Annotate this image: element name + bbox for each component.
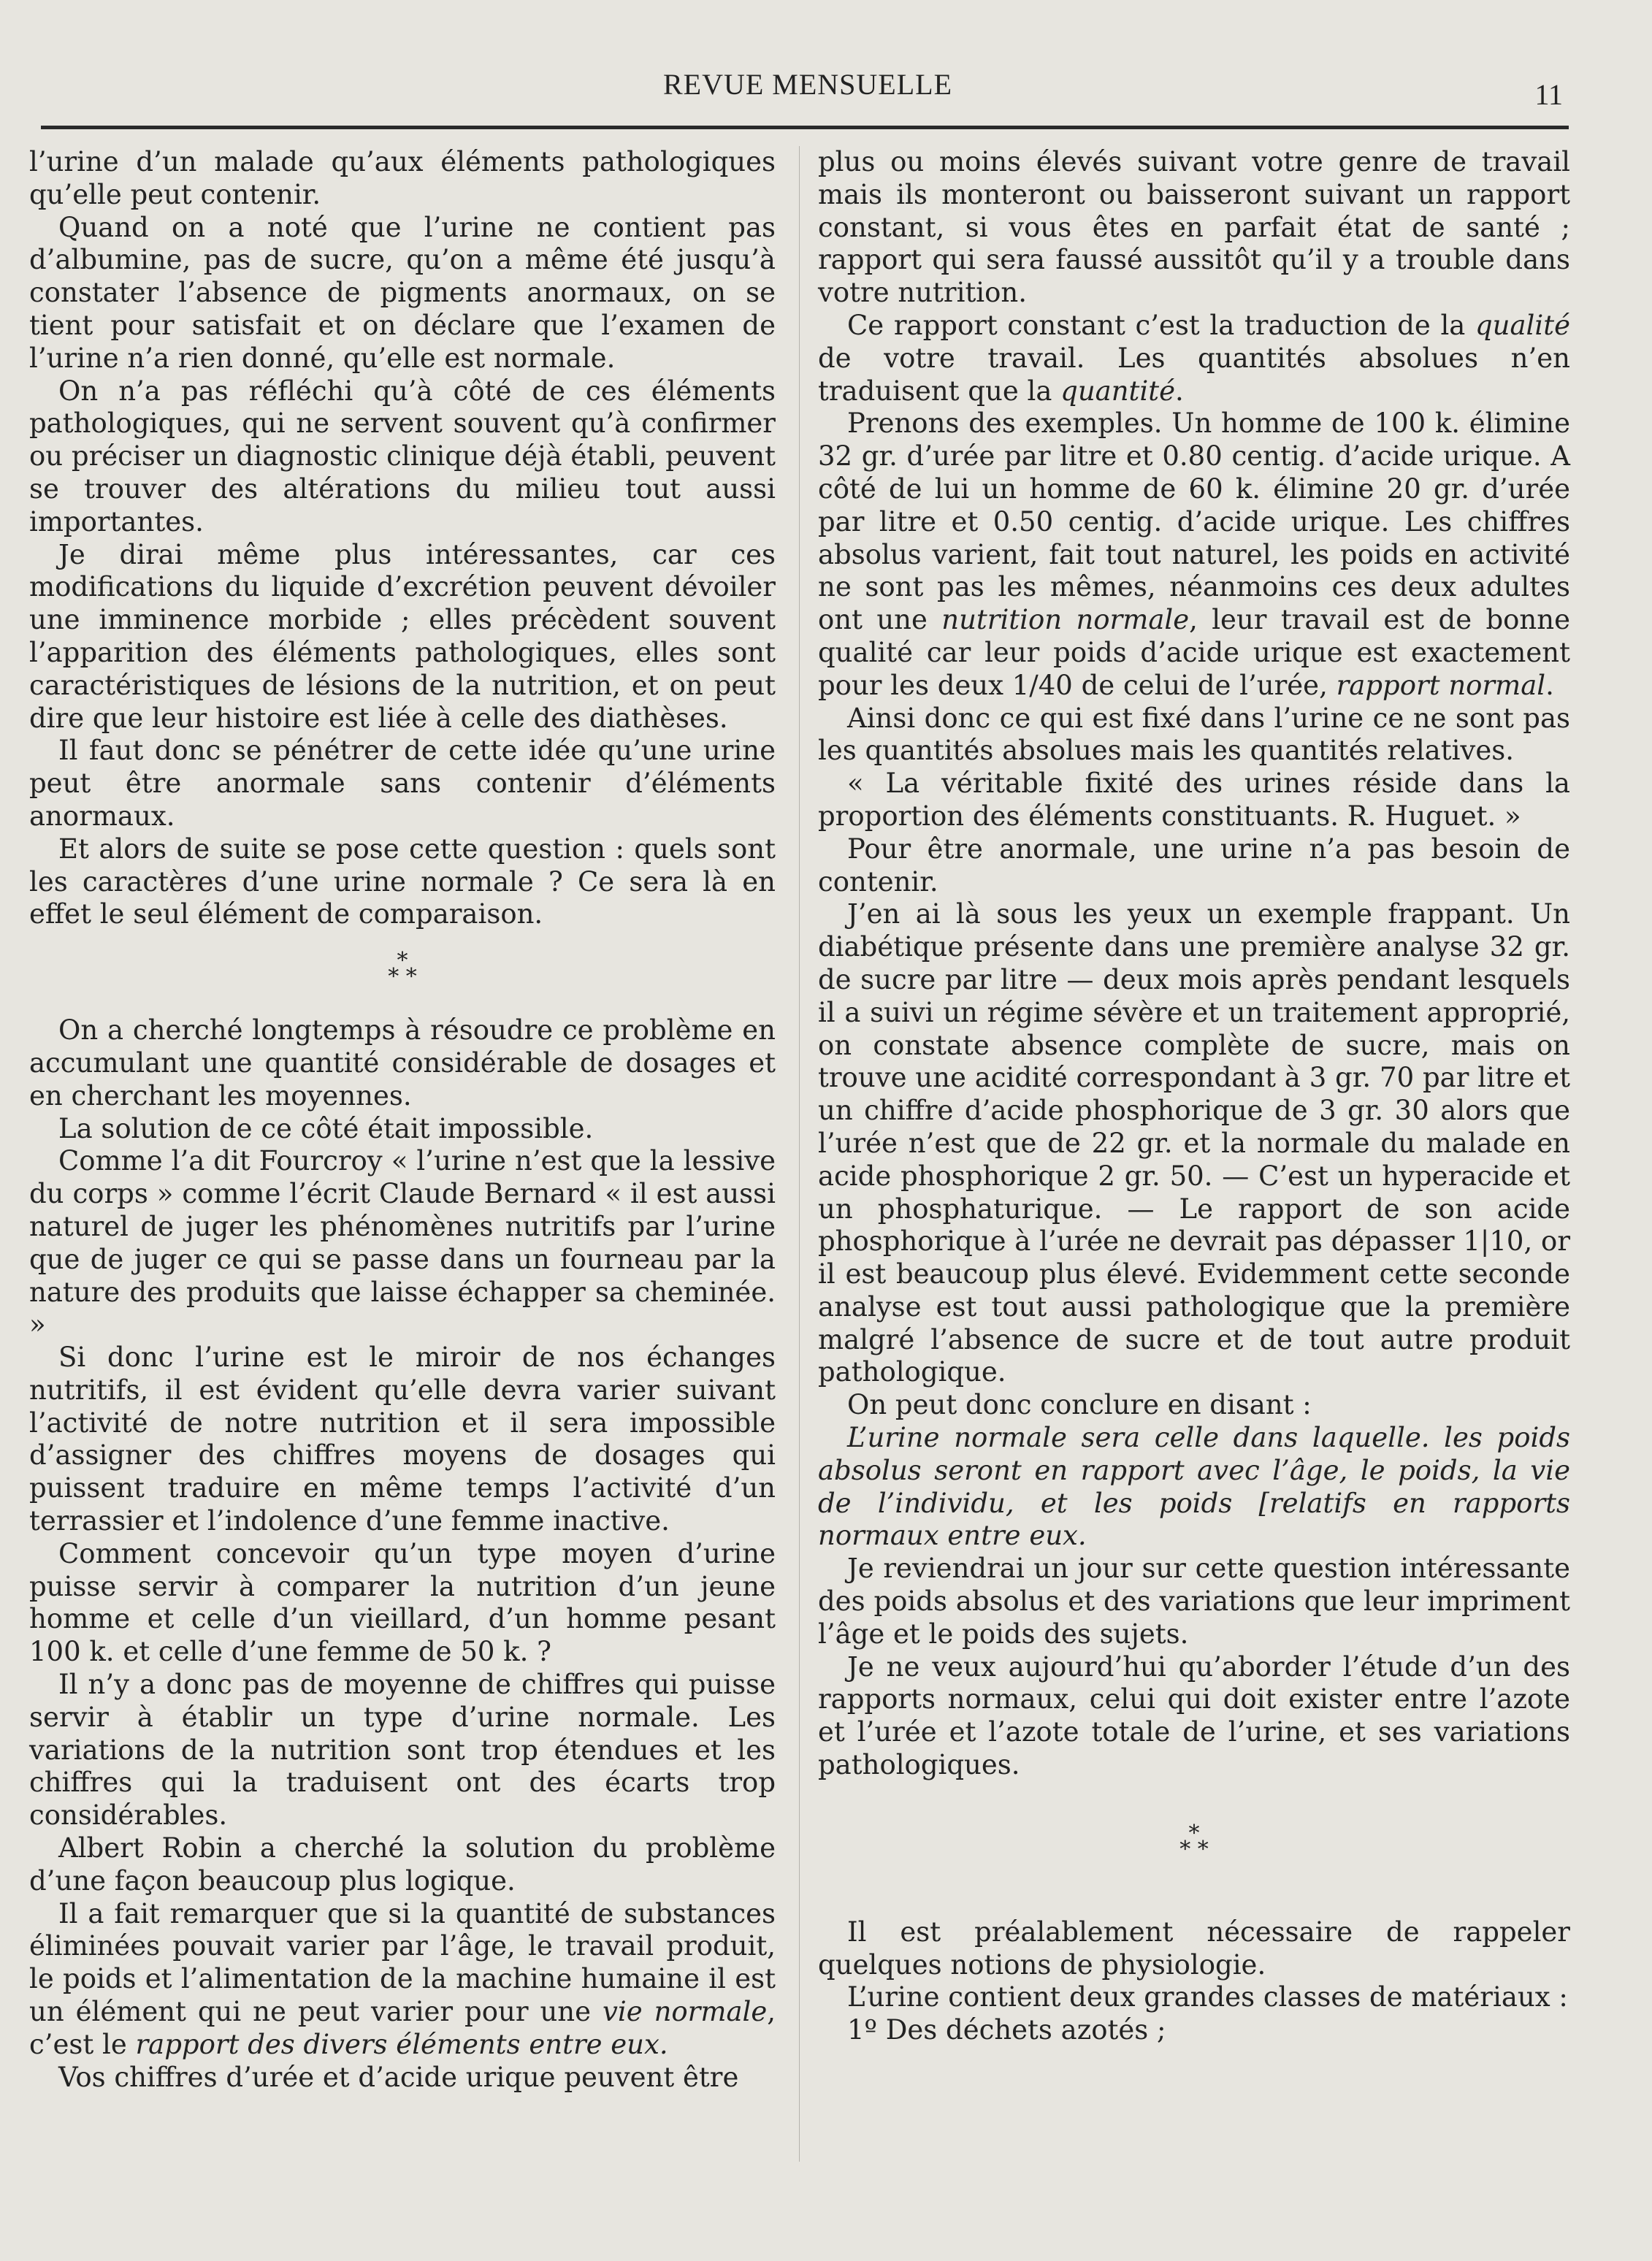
- paragraph: 1º Des déchets azotés ;: [847, 2014, 1166, 2046]
- left-column: [29, 146, 776, 2094]
- paragraph: Comme l’a dit Fourcroy « l’urine n’est que la lessive du corps » comme l’écrit Claude Bernard « il est aussi naturel de juger les phénomènes nutritifs par l’urine que de juger ce qui se passe dans un fourneau par la nature des produits que laisse échapper sa cheminée. »: [29, 1145, 776, 1341]
- paragraph: plus ou moins élevés suivant votre genre de travail mais ils monteront ou baisseront suivant un rapport constant, si vous êtes en parfait état de santé ; rapport qui sera faussé aussitôt qu’il y a trouble dans votre nutrition.: [818, 146, 1570, 309]
- italic-paragraph: L’urine normale sera celle dans laquelle. les poids absolus seront en rapport avec l’âge, le poids, la vie de l’individu, et les poids [relatifs en rapports normaux entre eux.: [818, 1422, 1570, 1552]
- paragraph: Et alors de suite se pose cette question : quels sont les caractères d’une urine normale ? Ce sera là en effet le seul élément de comparaison.: [29, 833, 776, 930]
- text-run: .: [1545, 669, 1554, 701]
- text-run: Prenons des exemples. Un homme de 100 k. élimine 32 gr. d’urée par litre et 0.80 centig. d’acide urique. A côté de lui un homme de 60 k. élimine 20 gr. d’urée par litre et 0.50 centig. d’acide urique. Les chiffres absolus varient, fait tout naturel, les poids en activité ne sont pas les mêmes, néanmoins ces deux adultes ont une: [818, 408, 1570, 636]
- paragraph: On a cherché longtemps à résoudre ce problème en accumulant une quantité considérable de dosages et en cherchant les moyennes.: [29, 1014, 776, 1112]
- column-divider: [799, 146, 800, 2162]
- paragraph: On peut donc conclure en disant :: [847, 1389, 1312, 1421]
- paragraph: l’urine d’un malade qu’aux éléments pathologiques qu’elle peut contenir.: [29, 146, 776, 210]
- paragraph: Si donc l’urine est le miroir de nos échanges nutritifs, il est évident qu’elle devra varier suivant l’activité de notre nutrition et il sera impossible d’assigner des chiffres moyens de dosages qui puissent traduire en même temps l’activité d’un terrassier et l’indolence d’une femme inactive.: [29, 1342, 776, 1537]
- right-column: [818, 146, 1570, 2047]
- italic-run: qualité: [1475, 309, 1570, 341]
- italic-run: vie normale: [602, 1996, 768, 2028]
- text-run: Ce rapport constant c’est la traduction de la: [847, 309, 1475, 341]
- italic-run: nutrition normale: [941, 604, 1190, 636]
- paragraph: Il faut donc se pénétrer de cette idée qu’une urine peut être anormale sans contenir d’éléments anormaux.: [29, 735, 776, 832]
- paragraph: Ainsi donc ce qui est fixé dans l’urine ce ne sont pas les quantités absolues mais les quantités relatives.: [818, 702, 1570, 767]
- italic-run: quantité: [1060, 375, 1176, 407]
- paragraph: Comment concevoir qu’un type moyen d’urine puisse servir à comparer la nutrition d’un jeune homme et celle d’un vieillard, d’un homme pesant 100 k. et celle d’une femme de 50 k. ?: [29, 1537, 776, 1668]
- dinkus-text: * * *: [1179, 1820, 1209, 1862]
- text-run: de votre travail. Les quantités absolues n’en traduisent que la: [818, 342, 1570, 407]
- header-rule: [41, 126, 1569, 129]
- paragraph: La solution de ce côté était impossible.: [58, 1112, 594, 1144]
- section-dinkus: [818, 1820, 1570, 1862]
- paragraph: Quand on a noté que l’urine ne contient pas d’albumine, pas de sucre, qu’on a même été jusqu’à constater l’absence de pigments anormaux, on se tient pour satisfait et on déclare que l’examen de l’urine n’a rien donné, qu’elle est normale.: [29, 211, 776, 374]
- paragraph: Vos chiffres d’urée et d’acide urique peuvent être: [58, 2061, 739, 2093]
- italic-run: rapport des divers éléments entre eux.: [135, 2028, 668, 2060]
- paragraph: Je ne veux aujourd’hui qu’aborder l’étude d’un des rapports normaux, celui qui doit exister entre l’azote et l’urée et l’azote totale de l’urine, et ses variations pathologiques.: [818, 1650, 1570, 1781]
- paragraph: Il est préalablement nécessaire de rappeler quelques notions de physiologie.: [818, 1916, 1570, 1981]
- italic-run: rapport normal: [1336, 669, 1546, 701]
- dinkus-text: * * *: [388, 948, 417, 990]
- paragraph: Albert Robin a cherché la solution du problème d’une façon beaucoup plus logique.: [29, 1832, 776, 1897]
- text-run: , leur travail est de bonne qualité car leur poids d’acide urique est exactement pour les deux 1/40 de celui de l’urée,: [818, 604, 1570, 701]
- paragraph: J’en ai là sous les yeux un exemple frappant. Un diabétique présente dans une première analyse 32 gr. de sucre par litre — deux mois après pendant lesquels il a suivi un régime sévère et un traitement approprié, on constate absence complète de sucre, mais on trouve une acidité correspondant à 3 gr. 70 par litre et un chiffre d’acide phosphorique de 3 gr. 30 alors que l’urée n’est que de 22 gr. et la normale du malade en acide phosphorique 2 gr. 50. — C’est un hyperacide et un phosphaturique. — Le rapport de son acide phosphorique à l’urée ne devrait pas dépasser 1|10, or il est beaucoup plus élevé. Evidemment cette seconde analyse est tout aussi pathologique que la première malgré l’absence de sucre et de tout autre produit pathologique.: [818, 898, 1570, 1388]
- paragraph: Il n’y a donc pas de moyenne de chiffres qui puisse servir à établir un type d’urine normale. Les variations de la nutrition sont trop étendues et les chiffres qui la traduisent ont des écarts trop considérables.: [29, 1669, 776, 1832]
- paragraph: « La véritable fixité des urines réside dans la proportion des éléments constituants. R. Huguet. »: [818, 768, 1570, 832]
- running-header: [41, 67, 1575, 111]
- page-number: 11: [1534, 78, 1563, 111]
- text-run: .: [1175, 375, 1184, 407]
- paragraph: [818, 310, 1570, 408]
- running-title: REVUE MENSUELLE: [662, 68, 953, 101]
- text-run: , c’est le: [29, 1996, 776, 2060]
- section-dinkus: [29, 948, 776, 990]
- paragraph: [29, 1898, 776, 2062]
- paragraph: Je dirai même plus intéressantes, car ces modifications du liquide d’excrétion peuvent dévoiler une imminence morbide ; elles précèdent souvent l’apparition des éléments pathologiques, elles sont caractéristiques de lésions de la nutrition, et on peut dire que leur histoire est liée à celle des diathèses.: [29, 538, 776, 734]
- paragraph: Je reviendrai un jour sur cette question intéressante des poids absolus et des variations que leur impriment l’âge et le poids des sujets.: [818, 1553, 1570, 1650]
- paragraph: Pour être anormale, une urine n’a pas besoin de contenir.: [818, 833, 1570, 898]
- paragraph: On n’a pas réfléchi qu’à côté de ces éléments pathologiques, qui ne servent souvent qu’à confirmer ou préciser un diagnostic clinique déjà établi, peuvent se trouver des altérations du milieu tout aussi importantes.: [29, 375, 776, 537]
- text-run: Il a fait remarquer que si la quantité de substances éliminées pouvait varier par l’âge, le travail produit, le poids et l’alimentation de la machine humaine il est un élément qui ne peut varier pour une: [29, 1897, 776, 2028]
- paragraph: [818, 408, 1570, 702]
- paragraph: L’urine contient deux grandes classes de matériaux :: [847, 1981, 1568, 2013]
